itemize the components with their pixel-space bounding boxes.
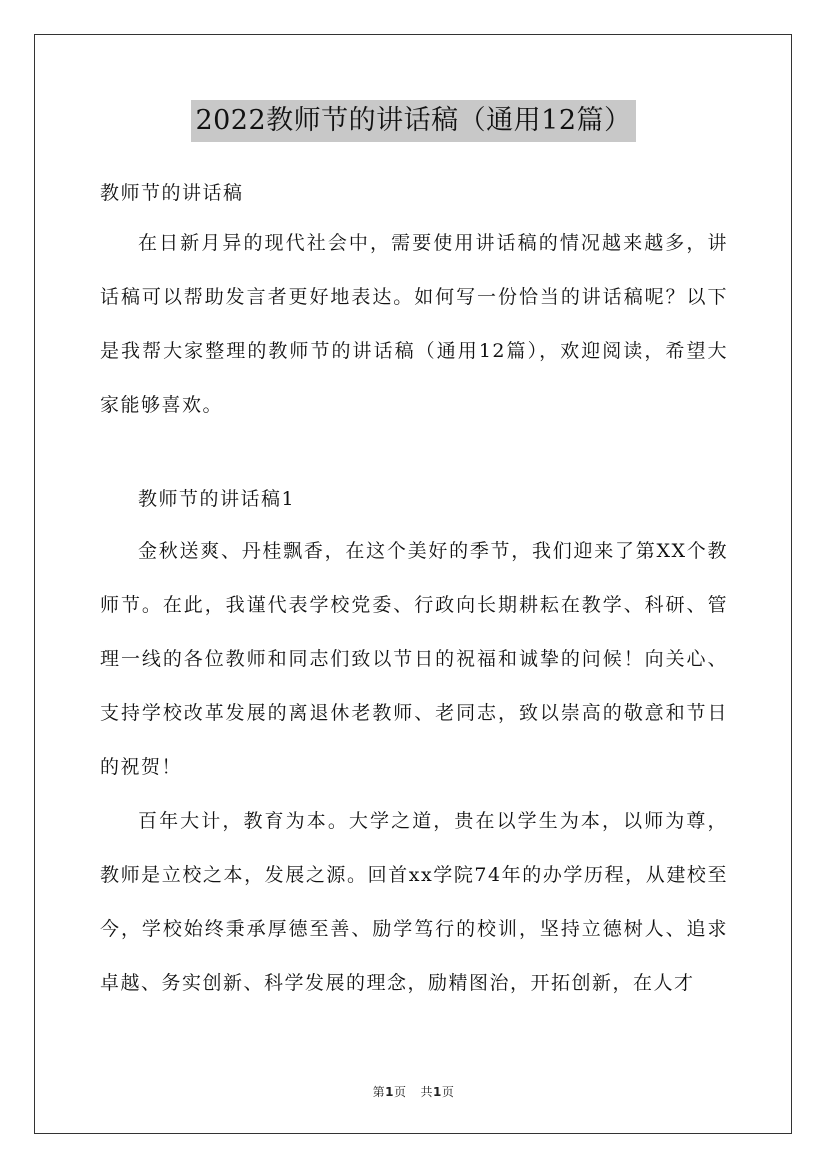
document-subtitle: 教师节的讲话稿 [100,182,244,204]
body-paragraph-2: 百年大计，教育为本。大学之道，贵在以学生为本，以师为尊，教师是立校之本，发展之源。回首xx学院74年的办学历程，从建校至今，学校始终秉承厚德至善、励学笃行的校训，坚持立德树人、追求卓越、务实创新、科学发展的理念，励精图治，开拓创新，在人才 [100,810,728,994]
page-number: 1 [385,1085,394,1099]
intro-paragraph: 在日新月异的现代社会中，需要使用讲话稿的情况越来越多，讲话稿可以帮助发言者更好地表达。如何写一份恰当的讲话稿呢？以下是我帮大家整理的教师节的讲话稿（通用12篇），欢迎阅读，希望大家能够喜欢。 [100,232,728,416]
page-footer [0,1083,827,1100]
title-container [0,100,827,142]
body-paragraph-1: 金秋送爽、丹桂飘香，在这个美好的季节，我们迎来了第XX个教师节。在此，我谨代表学校党委、行政向长期耕耘在教学、科研、管理一线的各位教师和同志们致以节日的祝福和诚挚的问候！向关心、支持学校改革发展的离退休老教师、老同志，致以崇高的敬意和节日的祝贺！ [100,540,728,778]
section-heading: 教师节的讲话稿1 [138,488,296,510]
total-pages: 1 [433,1085,442,1099]
total-suffix: 页 [441,1085,455,1099]
document-title: 2022教师节的讲话稿（通用12篇） [191,100,635,142]
document-body [100,170,728,1010]
page-prefix: 第 [372,1085,386,1099]
page-suffix: 页 [393,1085,407,1099]
total-prefix: 共 [420,1085,434,1099]
